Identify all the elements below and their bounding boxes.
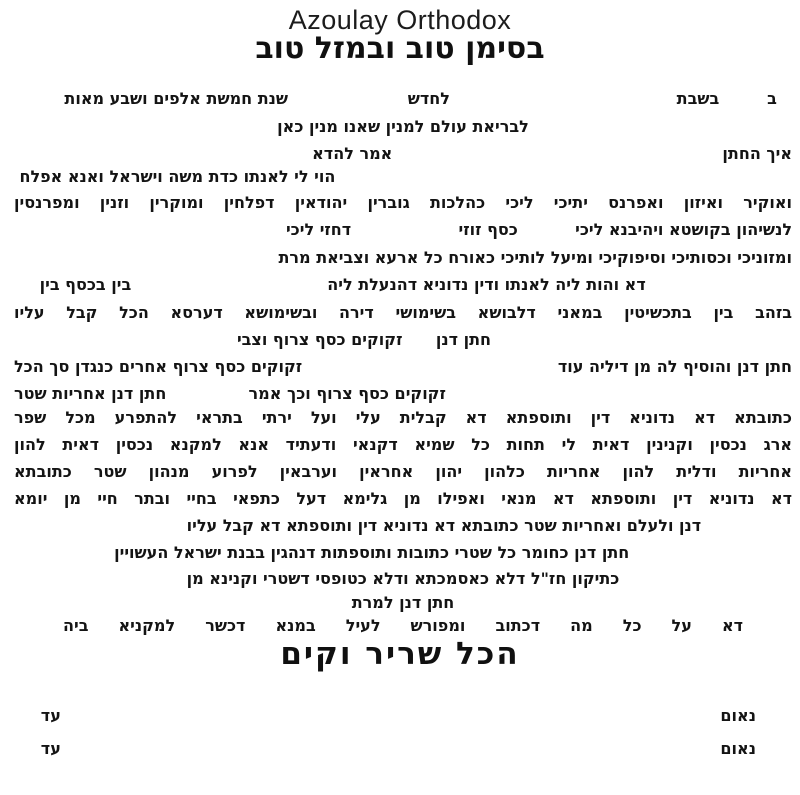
sustenance-line — [14, 247, 792, 267]
closing-heading: הכל שריר וקים — [280, 636, 520, 672]
blank-month — [288, 107, 408, 108]
total-text-b: חתן דנן אחריות שטר — [14, 384, 167, 403]
blank-mohar-amount — [518, 238, 575, 239]
stringency-line — [14, 542, 792, 562]
confirmation-text: דא על כל מה דכתוב ומפורש לעיל במנא דכשר למקניא ביה — [63, 616, 743, 635]
surety-line-2 — [14, 434, 792, 454]
blank-dowry-sum — [402, 348, 435, 349]
neum-label-1: נאום — [720, 706, 756, 725]
dowry-sum-line — [14, 329, 792, 349]
kinyan-line — [14, 592, 792, 612]
year-text: שנת חמשת אלפים ושבע מאות — [64, 89, 289, 108]
enactment-line — [14, 568, 792, 588]
sustenance-text: ומזוניכי וכסותיכי וסיפוקיכי ומיעל לותיכי כאורח כל ארעא וצביאת מרת — [278, 248, 792, 267]
dowry-items-line — [14, 302, 792, 322]
right-indent — [629, 561, 792, 562]
left-remainder — [14, 348, 237, 349]
surety-line-3 — [14, 461, 792, 481]
blank-dowry-detail — [131, 293, 327, 294]
chatan-danan-label: חתן דנן — [435, 330, 492, 349]
kinyan-text: חתן דנן למרת — [351, 593, 455, 612]
surety-text-3: אחריות ודלית להון אחריות כלהון יהון אחראין וערבאין לפרוע מנהון שטר כתובתא — [14, 462, 792, 481]
opening-blessing-heading: בסימן טוב ובמזל טוב — [255, 31, 545, 66]
addition-line — [14, 356, 792, 376]
eich-hachatan-label: איך החתן — [722, 144, 792, 163]
mohar-text-a: לנשיהון בקושטא ויהיבנא ליכי — [575, 220, 792, 239]
surety-line-4 — [14, 488, 792, 508]
blank-mohar-qualifier — [351, 238, 458, 239]
blank-year — [14, 107, 64, 108]
blank-bride-name-dowry — [646, 293, 792, 294]
blank-bride-name — [14, 162, 312, 163]
betrothal-line — [14, 166, 792, 186]
right-indent — [701, 534, 792, 535]
surety-line-5 — [14, 515, 792, 535]
blank-day-of-month — [450, 107, 677, 108]
blank-groom-name — [392, 162, 722, 163]
blank-day-of-week — [719, 107, 767, 108]
right-indent — [777, 107, 792, 108]
blank-addition-sum — [302, 375, 558, 376]
lachodesh-label: לחדש — [407, 89, 450, 108]
ed-label-1: עד — [40, 706, 61, 725]
kesef-zuzei-label: כסף זוזי — [458, 220, 518, 239]
surety-text-5: דנן ולעלם ואחריות שטר כתובתא דא נדוניא דין ותוספתא דא קבל עליו — [186, 516, 702, 535]
day-prefix: ב — [767, 89, 777, 108]
groom-declaration-line — [14, 143, 792, 163]
surety-text-4: דא נדוניא דין ותוספתא דא מנאי ואפילו מן גלימא דעל כתפאי בחיי ובתר חיי מן יומא — [14, 489, 792, 508]
obligations-line — [14, 192, 792, 212]
blank-bride-name-continued — [335, 185, 792, 186]
witness-row-2 — [14, 738, 792, 758]
amar-lehada-label: אמר להדא — [312, 144, 393, 163]
document-title: Azoulay Orthodox — [288, 5, 512, 35]
ed-label-2: עד — [40, 739, 61, 758]
dowry-items-text: בזהב בין בתכשיטין במאני דלבושא בשימושי דירה ובשימושא דערסא הכל קבל עליו — [14, 303, 792, 322]
neum-label-2: נאום — [720, 739, 756, 758]
zekukim-text: זקוקים כסף צרוף וצבי — [236, 330, 403, 349]
left-remainder — [14, 185, 19, 186]
stringency-text: חתן דנן כחומר כל שטרי כתובות ותוספתות דנהגין בבנת ישראל העשויין — [114, 543, 630, 562]
surety-line-1 — [14, 407, 792, 427]
blank-groom-name-3 — [166, 402, 248, 403]
creation-count-text: לבריאת עולם למנין שאנו מנין כאן — [277, 117, 529, 136]
left-remainder — [14, 561, 114, 562]
dowry-line — [14, 274, 792, 294]
addition-text-b: זקוקים כסף צרוף אחרים כנגדן סך הכל — [14, 357, 303, 376]
witness-row-1 — [14, 705, 792, 725]
blank-groom-name-4 — [14, 534, 187, 535]
left-remainder — [14, 293, 40, 294]
date-line — [14, 88, 792, 108]
enactment-text: כתיקון חז"ל דלא כאסמכתא ודלא כטופסי דשטרי וקנינא מן — [186, 569, 620, 588]
total-line — [14, 383, 792, 403]
blank-total-sum — [446, 402, 792, 403]
blank-bride-title-name — [14, 266, 278, 267]
mohar-line — [14, 219, 792, 239]
confirmation-line — [14, 615, 792, 635]
left-remainder — [14, 238, 286, 239]
blank-groom-name-2 — [491, 348, 792, 349]
dechazei-lichi-label: דחזי ליכי — [285, 220, 352, 239]
dowry-text-a: דא והות ליה לאנתו ודין נדוניא דהנעלת ליה — [327, 275, 646, 294]
surety-text-1: כתובתא דא נדוניא דין ותוספתא דא קבלית עלי ועל ירתי בתראי להתפרע מכל שפר — [14, 408, 792, 427]
creation-count-line — [14, 116, 792, 136]
beshabbat-label: בשבת — [676, 89, 720, 108]
total-text-a: זקוקים כסף צרוף וכך אמר — [248, 384, 446, 403]
surety-text-2: ארג נכסין וקנינין דאית לי תחות כל שמיא דקנאי ודעתיד אנא למקנא נכסין דאית להון — [14, 435, 792, 454]
obligations-text: ואוקיר ואיזון ואפרנס יתיכי ליכי כהלכות גוברין יהודאין דפלחין ומוקרין וזנין ומפרנסין — [14, 193, 792, 212]
betrothal-text: הוי לי לאנתו כדת משה וישראל ואנא אפלח — [19, 167, 336, 186]
dowry-text-b: בין בכסף בין — [39, 275, 132, 294]
addition-text-a: חתן דנן והוסיף לה מן דיליה עוד — [557, 357, 792, 376]
